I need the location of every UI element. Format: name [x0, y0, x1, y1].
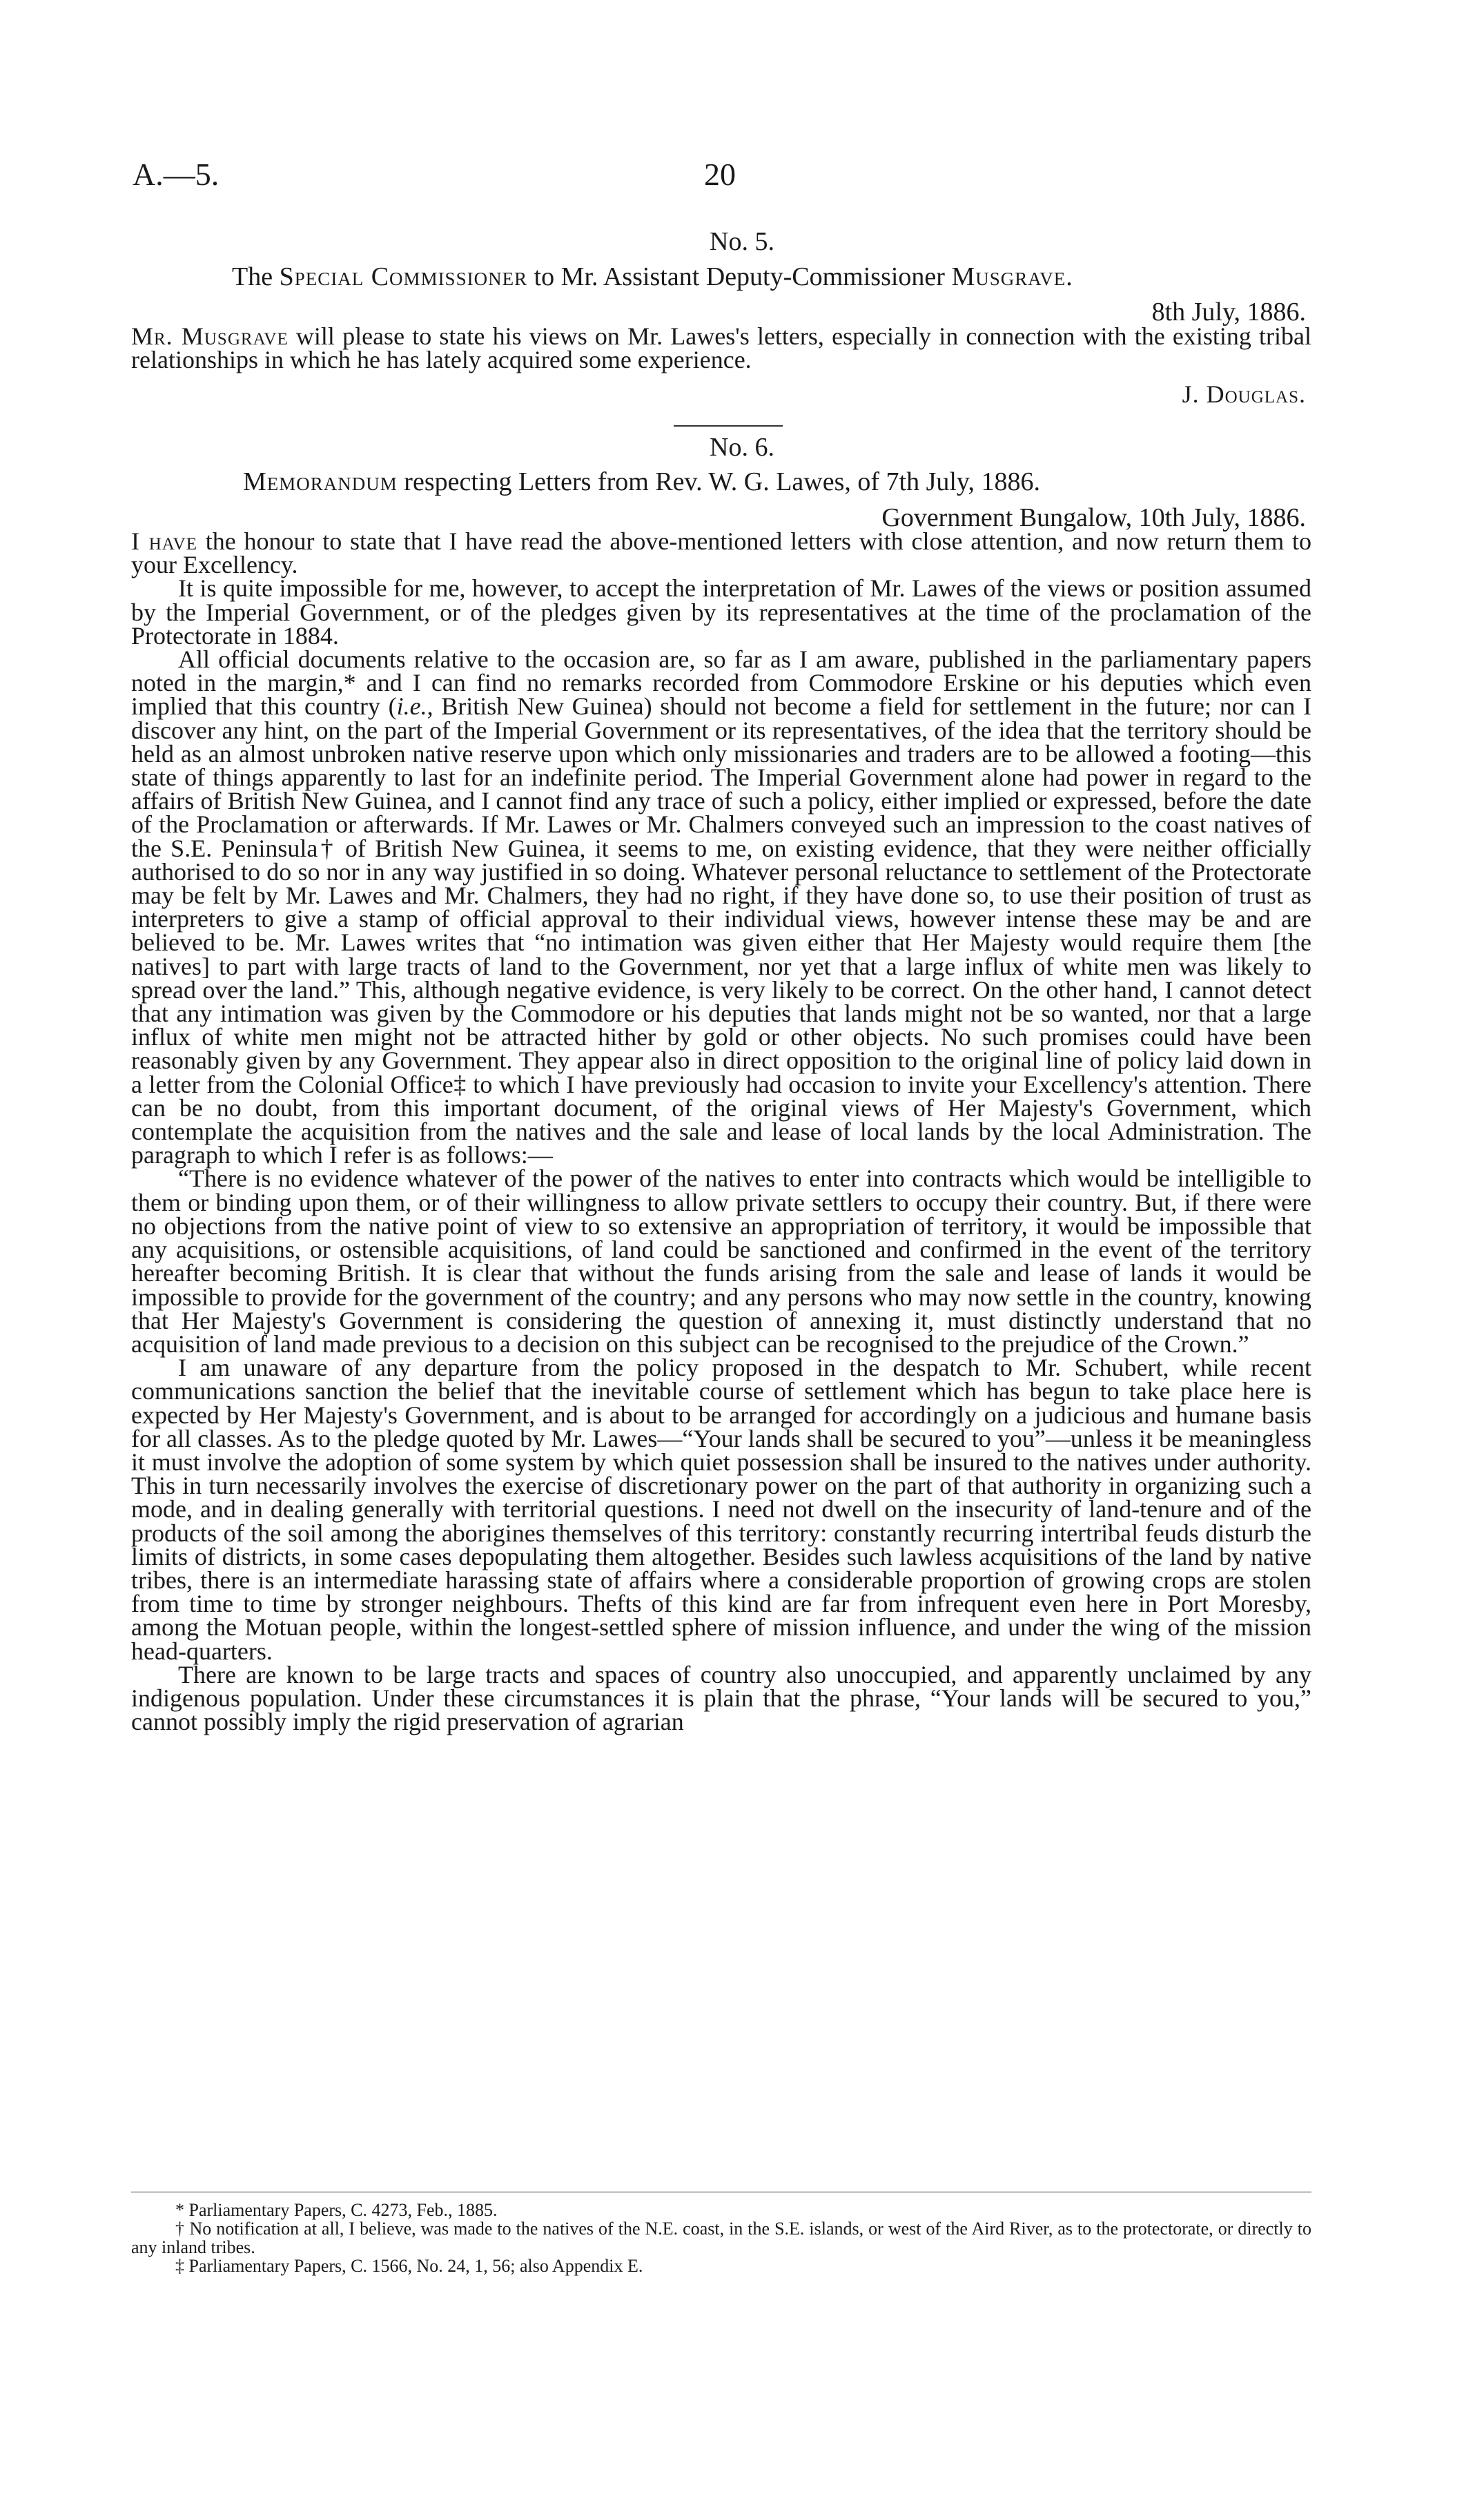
footnotes: [131, 2201, 1311, 2275]
doc5-body-lead: Mr. Musgrave: [131, 322, 289, 350]
doc5-date: 8th July, 1886.: [1151, 298, 1306, 327]
doc5-title: [232, 262, 1073, 292]
p1-lead: I have: [131, 527, 197, 555]
doc6-title: [243, 467, 1040, 497]
section-divider: [674, 425, 783, 427]
doc5-title-to: Musgrave.: [951, 262, 1073, 291]
doc5-body: [131, 322, 1312, 374]
doc6-title-lead: Memorandum: [243, 467, 398, 496]
quoted-paragraph: “There is no evidence whatever of the power of the natives to enter into contracts which would be intelligible to them or binding upon them, or of their willingness to allow private settlers to occupy their country. But, if there were no objections from the native point of view to so extensive an appropriation of territory, it would be impossible that any acquisitions, or ostensible acquisitions, of land could be sanctioned and confirmed in the event of the territory hereafter becoming British. It is clear that without the funds arising from the sale and lease of lands it would be impossible to provide for the government of the country; and any persons who may now settle in the country, knowing that Her Majesty's Government is considering the question of annexing it, must distinctly understand that no acquisition of land made previous to a decision on this subject can be recognised to the prejudice of the Crown.”: [131, 1165, 1311, 1358]
doc5-body-text: will please to state his views on Mr. Lawes's letters, especially in connection with the existing tribal relationships in which he has lately acquired some experience.: [131, 322, 1312, 374]
doc5-title-pre: The: [232, 262, 280, 291]
p1-text: the honour to state that I have read the above-mentioned letters with close attention, and now return them to your Excellency.: [131, 527, 1311, 579]
paragraph-5: There are known to be large tracts and spaces of country also unoccupied, and apparently unclaimed by any indigenous population. Under these circumstances it is plain that the phrase, “Your lands will be secured to you,” cannot possibly imply the rigid preservation of agrarian: [131, 1660, 1311, 1736]
doc6-place-date: Government Bungalow, 10th July, 1886.: [881, 503, 1306, 532]
footnote-3: ‡ Parliamentary Papers, C. 1566, No. 24, 1, 56; also Appendix E.: [175, 2256, 643, 2276]
footnote-2: † No notification at all, I believe, was made to the natives of the N.E. coast, in the S.E. islands, or west of the Aird River, as to the protectorate, or directly to any inland tribes.: [131, 2219, 1311, 2257]
doc6-body: [131, 527, 1311, 1736]
paragraph-1: [131, 527, 1311, 579]
paragraph-4: I am unaware of any departure from the policy proposed in the despatch to Mr. Schubert, while recent communications sanction the belief that the inevitable course of settlement which has begun to take place here is expected by Her Majesty's Government, and is about to be arranged for accordingly on a judicious and humane basis for all classes. As to the pledge quoted by Mr. Lawes—“Your lands shall be secured to you”—unless it be meaningless it must involve the adoption of some system by which quiet possession shall be insured to the natives under authority. This in turn necessarily involves the exercise of discretionary power on the part of that authority in organizing such a mode, and in dealing generally with territorial questions. I need not dwell on the insecurity of land-tenure and of the products of the soil among the aborigines themselves of this territory: constantly recurring intertribal feuds disturb the limits of districts, in some cases depopulating them altogether. Besides such lawless acquisitions of the land by native tribes, there is an intermediate harassing state of affairs where a considerable proportion of growing crops are stolen from time to time by stronger neighbours. Thefts of this kind are far from infrequent even here in Port Moresby, among the Motuan people, within the longest-settled sphere of mission influence, and under the wing of the mission head-quarters.: [131, 1354, 1311, 1665]
doc5-title-mid: to Mr. Assistant Deputy-Commissioner: [527, 262, 952, 291]
paragraph-2: It is quite impossible for me, however, to accept the interpretation of Mr. Lawes of the views or position assumed by the Imperial Government, or of the pledges given by its representatives at the time of the proclamation of the Protectorate in 1884.: [131, 574, 1311, 650]
doc5-signature: J. Douglas.: [1182, 380, 1306, 408]
series-reference: A.—5.: [133, 157, 219, 192]
doc6-title-rest: respecting Letters from Rev. W. G. Lawes, of 7th July, 1886.: [397, 467, 1040, 496]
paragraph-3: [131, 647, 1311, 1167]
doc5-number: No. 5.: [710, 227, 774, 256]
p3-text-b: , British New Guinea) should not become a field for settlement in the future; nor can I discover any hint, on the part of the Imperial Government or its representatives, of the idea that the territory should be held as an almost unbroken native reserve upon which only missionaries and traders are to be allowed a footing—this state of things apparently to last for an indefinite period. The Imperial Government alone had power in regard to the affairs of British New Guinea, and I cannot find any trace of such a policy, either implied or expressed, before the date of the Proclamation or afterwards. If Mr. Lawes or Mr. Chalmers conveyed such an impression to the coast natives of the S.E. Peninsula† of British New Guinea, it seems to me, on existing evidence, that they were neither officially authorised to do so nor in any way justified in so doing. Whatever personal reluctance to settlement of the Protectorate may be felt by Mr. Lawes and Mr. Chalmers, they had no right, if they have done so, to use their position of trust as interpreters to give a stamp of official approval to their individual views, however intense these may be and are believed to be. Mr. Lawes writes that “no intimation was given either that Her Majesty would require them [the natives] to part with large tracts of land to the Government, nor yet that a large influx of white men was likely to spread over the land.” This, although negative evidence, is very likely to be correct. On the other hand, I cannot detect that any intimation was given by the Commodore or his deputies that lands might not be so wanted, nor that a large influx of white men might not be attracted hither by gold or other objects. No such promises could have been reasonably given by any Government. They appear also in direct opposition to the original line of policy laid down in a letter from the Colonial Office‡ to which I have previously had occasion to invite your Excellency's attention. There can be no doubt, from this important document, of the original views of Her Majesty's Government, which contemplate the acquisition from the natives and the sale and lease of local lands by the local Administration. The paragraph to which I refer is as follows:—: [131, 692, 1311, 1169]
footnote-1: * Parliamentary Papers, C. 4273, Feb., 1885.: [175, 2200, 498, 2220]
doc5-title-from: Special Commissioner: [279, 262, 528, 291]
p3-text-a: All official documents relative to the occasion are, so far as I am aware, published in the parliamentary papers noted in the margin,* and I can find no remarks recorded from Commodore Erskine or his deputies which even implied that this country (: [131, 645, 1311, 721]
page-number: 20: [704, 157, 736, 192]
doc6-number: No. 6.: [710, 433, 774, 462]
p3-ie: i.e.: [396, 692, 427, 721]
